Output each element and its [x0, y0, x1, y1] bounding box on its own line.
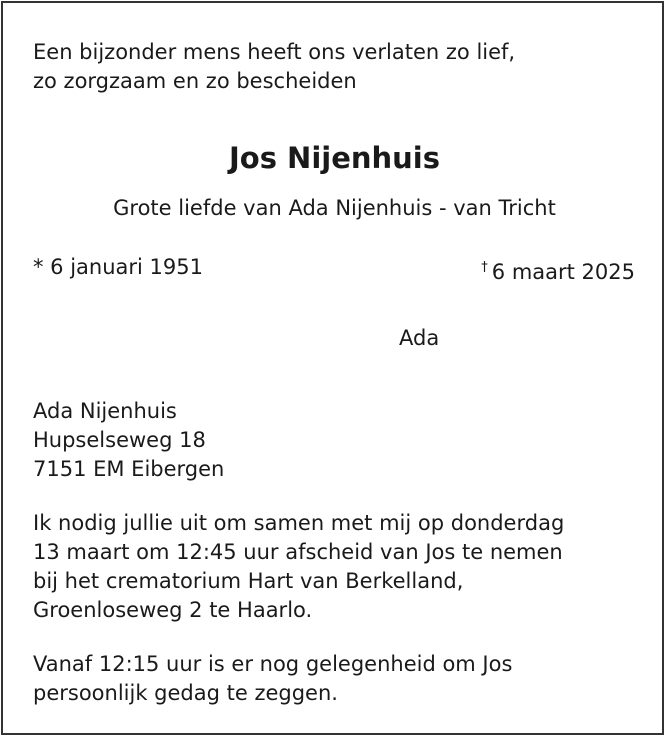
farewell-line-2: persoonlijk gedag te zeggen. [33, 681, 338, 705]
intro-verse [33, 38, 515, 96]
deceased-name: Jos Nijenhuis [228, 141, 441, 175]
intro-line-1: Een bijzonder mens heeft ons verlaten zo lief, [33, 40, 516, 64]
invitation-line-1: Ik nodig jullie uit om samen met mij op donderdag [33, 511, 565, 535]
farewell-paragraph [33, 650, 512, 708]
birth-date: * 6 januari 1951 [33, 255, 203, 279]
invitation-line-2: 13 maart om 12:45 uur afscheid van Jos te nemen [33, 540, 563, 564]
correspondence-address [33, 397, 224, 484]
invitation-paragraph [33, 509, 564, 625]
dagger-symbol: † [481, 260, 488, 275]
death-date [481, 253, 635, 287]
intro-line-2: zo zorgzaam en zo bescheiden [33, 69, 357, 93]
farewell-line-1: Vanaf 12:15 uur is er nog gelegenheid om Jos [33, 652, 513, 676]
address-street: Hupselseweg 18 [33, 428, 206, 452]
address-name: Ada Nijenhuis [33, 399, 177, 423]
address-city: 7151 EM Eibergen [33, 457, 225, 481]
invitation-line-4: Groenloseweg 2 te Haarlo. [33, 598, 313, 622]
invitation-line-3: bij het crematorium Hart van Berkelland, [33, 569, 464, 593]
death-date-value: 6 maart 2025 [491, 260, 635, 284]
signature: Ada [399, 326, 440, 350]
relationship-subtitle: Grote liefde van Ada Nijenhuis - van Tricht [113, 196, 556, 220]
